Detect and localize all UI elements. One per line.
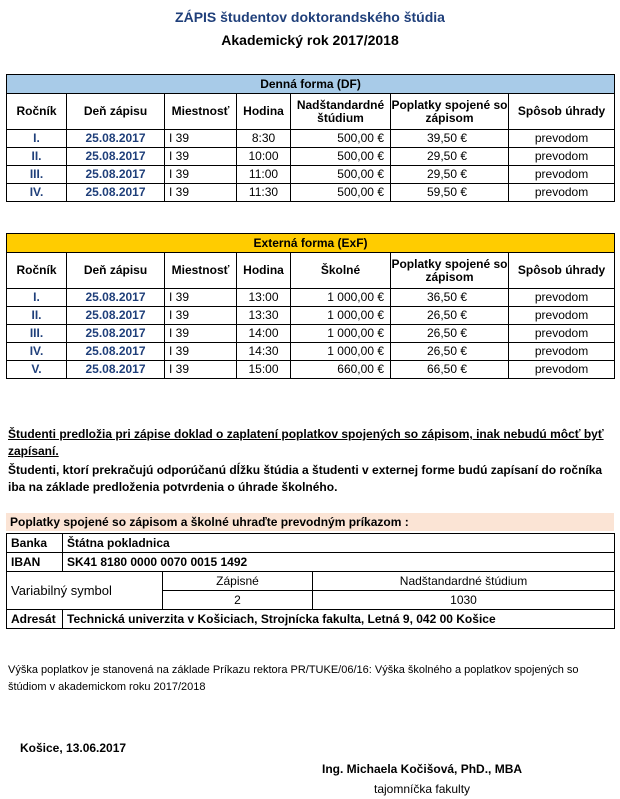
payment-method-cell: prevodom (509, 166, 615, 184)
date-cell: 25.08.2017 (67, 166, 165, 184)
enrollment-fee-cell: 66,50 € (391, 361, 509, 379)
tuition-cell: 1 000,00 € (291, 325, 391, 343)
time-cell: 13:00 (237, 289, 291, 307)
table-row (7, 148, 615, 166)
df-header-cell: Spôsob úhrady (509, 94, 615, 130)
enrollment-fee-cell: 29,50 € (391, 148, 509, 166)
df-header-cell: Hodina (237, 94, 291, 130)
time-cell: 14:30 (237, 343, 291, 361)
year-cell: III. (7, 166, 67, 184)
addressee-label: Adresát (7, 610, 63, 629)
table-row (7, 166, 615, 184)
time-cell: 11:00 (237, 166, 291, 184)
table-row (7, 307, 615, 325)
room-cell: I 39 (165, 307, 237, 325)
year-cell: V. (7, 361, 67, 379)
place-date: Košice, 13.06.2017 (20, 741, 127, 755)
table-row (7, 343, 615, 361)
df-header-cell: Nadštandardné štúdium (291, 94, 391, 130)
year-cell: IV. (7, 184, 67, 202)
vs-enrollment-label: Zápisné (163, 572, 313, 591)
table-row (7, 130, 615, 148)
year-cell: I. (7, 289, 67, 307)
tuition-cell: 1 000,00 € (291, 289, 391, 307)
date-cell: 25.08.2017 (67, 289, 165, 307)
payment-method-cell: prevodom (509, 343, 615, 361)
payment-instructions-heading: Poplatky spojené so zápisom a školné uhraďte prevodným príkazom : (6, 513, 614, 531)
table-row (7, 325, 615, 343)
enrollment-fee-cell: 29,50 € (391, 166, 509, 184)
vs-extra-study-value: 1030 (313, 591, 615, 610)
df-header-cell: Ročník (7, 94, 67, 130)
time-cell: 11:30 (237, 184, 291, 202)
room-cell: I 39 (165, 361, 237, 379)
exf-header-cell: Poplatky spojené so zápisom (391, 253, 509, 289)
year-cell: II. (7, 148, 67, 166)
room-cell: I 39 (165, 289, 237, 307)
table-row (7, 361, 615, 379)
date-cell: 25.08.2017 (67, 307, 165, 325)
exf-table (6, 233, 615, 379)
signatory-role: tajomníčka fakulty (374, 782, 471, 796)
enrollment-fee-cell: 26,50 € (391, 307, 509, 325)
time-cell: 14:00 (237, 325, 291, 343)
room-cell: I 39 (165, 325, 237, 343)
exf-header-cell: Spôsob úhrady (509, 253, 615, 289)
document-title: ZÁPIS študentov doktorandského štúdia (175, 9, 445, 25)
payment-method-cell: prevodom (509, 289, 615, 307)
iban-label: IBAN (7, 553, 63, 572)
bank-label: Banka (7, 534, 63, 553)
date-cell: 25.08.2017 (67, 130, 165, 148)
date-cell: 25.08.2017 (67, 148, 165, 166)
exf-header-cell: Hodina (237, 253, 291, 289)
exf-header-cell: Miestnosť (165, 253, 237, 289)
df-table (6, 74, 615, 202)
date-cell: 25.08.2017 (67, 343, 165, 361)
year-cell: I. (7, 130, 67, 148)
extra-study-fee-cell: 500,00 € (291, 166, 391, 184)
table-row (7, 289, 615, 307)
year-cell: II. (7, 307, 67, 325)
vs-extra-study-label: Nadštandardné štúdium (313, 572, 615, 591)
payment-method-cell: prevodom (509, 307, 615, 325)
date-cell: 25.08.2017 (67, 361, 165, 379)
exf-header-cell: Ročník (7, 253, 67, 289)
enrollment-fee-cell: 26,50 € (391, 325, 509, 343)
year-cell: IV. (7, 343, 67, 361)
signatory-name: Ing. Michaela Kočišová, PhD., MBA (322, 762, 523, 776)
extra-study-fee-cell: 500,00 € (291, 148, 391, 166)
academic-year: Akademický rok 2017/2018 (221, 32, 399, 48)
time-cell: 13:30 (237, 307, 291, 325)
date-cell: 25.08.2017 (67, 184, 165, 202)
exf-header-cell: Deň zápisu (67, 253, 165, 289)
time-cell: 10:00 (237, 148, 291, 166)
time-cell: 8:30 (237, 130, 291, 148)
df-header-cell: Poplatky spojené so zápisom (391, 94, 509, 130)
room-cell: I 39 (165, 130, 237, 148)
iban-value: SK41 8180 0000 0070 0015 1492 (63, 553, 615, 572)
payment-method-cell: prevodom (509, 325, 615, 343)
date-cell: 25.08.2017 (67, 325, 165, 343)
exf-header-cell: Školné (291, 253, 391, 289)
payment-method-cell: prevodom (509, 130, 615, 148)
payment-method-cell: prevodom (509, 361, 615, 379)
tuition-cell: 1 000,00 € (291, 307, 391, 325)
exf-band-title: Externá forma (ExF) (7, 234, 615, 253)
tuition-cell: 660,00 € (291, 361, 391, 379)
enrollment-fee-cell: 39,50 € (391, 130, 509, 148)
room-cell: I 39 (165, 166, 237, 184)
enrollment-fee-cell: 59,50 € (391, 184, 509, 202)
room-cell: I 39 (165, 148, 237, 166)
regulation-note: Výška poplatkov je stanovená na základe Príkazu rektora PR/TUKE/06/16: Výška školného a poplatkov spojených so štúdiom v akademickom roku 2017/2018 (8, 664, 579, 693)
year-cell: III. (7, 325, 67, 343)
payment-details-table (6, 533, 615, 629)
variable-symbol-label: Variabilný symbol (7, 572, 163, 610)
df-band-title: Denná forma (DF) (7, 75, 615, 94)
addressee-value: Technická univerzita v Košiciach, Strojnícka fakulta, Letná 9, 042 00 Košice (63, 610, 615, 629)
df-header-cell: Miestnosť (165, 94, 237, 130)
extra-study-fee-cell: 500,00 € (291, 130, 391, 148)
room-cell: I 39 (165, 184, 237, 202)
room-cell: I 39 (165, 343, 237, 361)
payment-method-cell: prevodom (509, 148, 615, 166)
payment-proof-note: Študenti predložia pri zápise doklad o zaplatení poplatkov spojených so zápisom, inak nebudú môcť byť zapísaní. (8, 427, 604, 458)
df-header-cell: Deň zápisu (67, 94, 165, 130)
enrollment-fee-cell: 26,50 € (391, 343, 509, 361)
time-cell: 15:00 (237, 361, 291, 379)
enrollment-fee-cell: 36,50 € (391, 289, 509, 307)
table-row (7, 184, 615, 202)
extra-study-fee-cell: 500,00 € (291, 184, 391, 202)
tuition-cell: 1 000,00 € (291, 343, 391, 361)
extended-study-note: Študenti, ktorí prekračujú odporúčanú dĺžku štúdia a študenti v externej forme budú zapísaní do ročníka iba na základe predloženia potvrdenia o úhrade školného. (8, 463, 603, 494)
bank-value: Štátna pokladnica (63, 534, 615, 553)
vs-enrollment-value: 2 (163, 591, 313, 610)
payment-method-cell: prevodom (509, 184, 615, 202)
